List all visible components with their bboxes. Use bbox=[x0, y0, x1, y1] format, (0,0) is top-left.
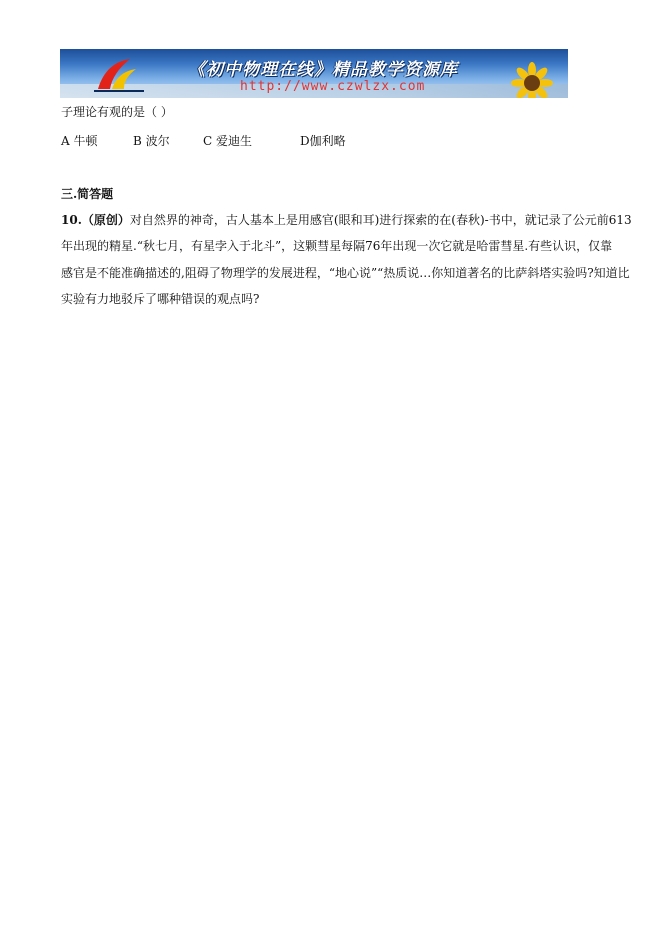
question-tail: 子理论有观的是（ ） bbox=[61, 105, 173, 119]
q10-line-1-text: 对自然界的神奇，古人基本上是用感官(眼和耳)进行探索的在(春秋)-书中，就记录了公元前613 bbox=[129, 213, 632, 227]
header-banner bbox=[60, 49, 568, 98]
q10-line-1 bbox=[61, 212, 632, 228]
option-d: D伽利略 bbox=[300, 134, 346, 148]
sunflower-icon bbox=[500, 61, 560, 98]
banner-url: http://www.czwlzx.com bbox=[240, 79, 426, 94]
site-logo-icon bbox=[90, 55, 150, 95]
q10-line-4: 实验有力地驳斥了哪种错误的观点吗? bbox=[61, 292, 260, 306]
banner-title: 《初中物理在线》精品教学资源库 bbox=[188, 60, 458, 80]
section-heading: 三.简答题 bbox=[61, 187, 114, 201]
option-b: B 波尔 bbox=[133, 134, 170, 148]
option-a: A 牛顿 bbox=[61, 134, 98, 148]
q10-line-2: 年出现的精星.“秋七月，有星孛入于北斗”，这颗彗星每隔76年出现一次它就是哈雷彗星.有些认识，仅靠 bbox=[61, 239, 613, 253]
q10-number: 10. bbox=[61, 213, 82, 227]
q10-tag: （原创） bbox=[81, 213, 130, 227]
q10-line-3: 感官是不能准确描述的,阻碍了物理学的发展进程，“地心说”“热质说…你知道著名的比萨斜塔实验吗?知道比 bbox=[61, 266, 630, 280]
option-c: C 爱迪生 bbox=[203, 134, 252, 148]
